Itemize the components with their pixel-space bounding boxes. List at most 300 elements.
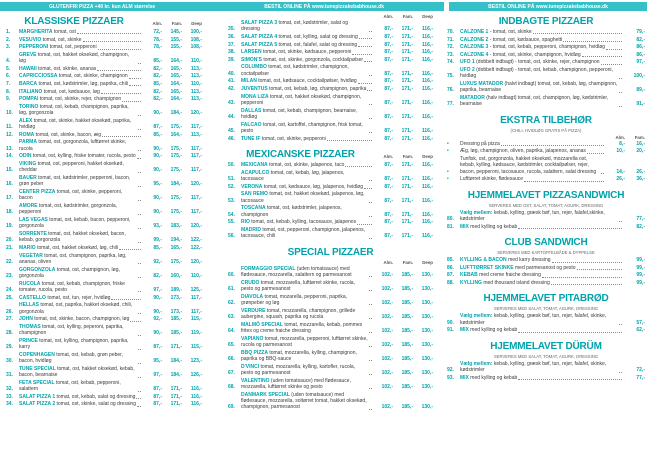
item-desc: tomat, ost, kødsauce, cocktailpølser, hvidløg: [258, 78, 357, 85]
item-name: MIX: [460, 374, 469, 381]
dots-leader: [137, 406, 141, 407]
menu-item: [6, 44, 202, 50]
dots-leader: [619, 78, 622, 79]
dots-leader: [138, 63, 141, 64]
item-price: 175,-: [170, 167, 182, 174]
item-desc: kebab, kylling, græsk bøf, tun, rejer, falafel,skinke, kødstrimler: [460, 209, 605, 223]
item-price: 87,-: [384, 26, 393, 33]
item-text: [460, 361, 618, 374]
item-desc: tomat, ost, kebab, champignon, paprika, løg, gorgonzola: [19, 103, 129, 117]
item-name: HELLAS: [19, 302, 39, 309]
section-header: [447, 293, 645, 304]
item-name: VEGETAR: [19, 252, 43, 259]
item-number: 17.: [6, 195, 13, 202]
item-text: [460, 67, 618, 80]
menu-item: [6, 217, 202, 230]
section-header: [447, 16, 645, 27]
menu-section: [447, 341, 645, 381]
dots-leader: [577, 269, 622, 270]
item-name: DANMARK SPECIAL: [241, 391, 290, 398]
item-text: [460, 52, 581, 58]
item-prices: [605, 141, 645, 147]
item-prices: [373, 328, 433, 334]
item-price: 171,-: [401, 113, 413, 120]
section-title: KLASSISKE PIZZAER: [24, 16, 124, 27]
item-desc: tomat, ost, falafel, salat og dressing: [278, 41, 358, 48]
item-price: 117,-: [190, 209, 202, 216]
item-desc: tomat, ost, kylling, peperoni, paprika, champignon: [19, 323, 124, 337]
item-prices: [142, 309, 202, 315]
menu-section: [6, 16, 202, 408]
menu-item: [6, 37, 202, 43]
item-prices: [373, 384, 433, 390]
menu-item: [228, 191, 433, 204]
item-desc: (dobbelt indbagt) - tomat, ost, kebab, champignon, pepperoni, hvidløg: [460, 66, 613, 80]
item-text: [460, 280, 550, 286]
item-number: 33.: [6, 393, 13, 400]
item-price: 171,-: [401, 99, 413, 106]
item-price: 185,-: [401, 313, 413, 320]
item-name: SORRENTE: [19, 230, 47, 237]
item-number: 44.: [228, 113, 235, 120]
item-desc: tomat, ost, kebab, kylling, tacosauce, jalapenos: [251, 219, 357, 226]
item-prices: [142, 316, 202, 322]
item-price: 82,-: [153, 272, 162, 279]
item-number: •: [447, 148, 449, 155]
item-prices: [142, 110, 202, 116]
item-desc: - tomat, ost, kebab, pepperoni, champignon, hvidløg: [489, 44, 606, 51]
item-price: 8,-: [619, 140, 625, 147]
section-header: [228, 149, 433, 160]
dots-leader: [138, 377, 141, 378]
item-text: [460, 272, 541, 278]
item-price: 87,-: [384, 219, 393, 226]
item-price: 117,-: [190, 124, 202, 131]
item-prices: [623, 37, 645, 43]
item-price: 171,-: [401, 135, 413, 142]
item-desc: - tomat, ost, skinke: [489, 29, 532, 35]
item-prices: [373, 86, 433, 92]
item-price: 108,-: [190, 36, 202, 43]
menu-item: [447, 280, 645, 286]
item-price: 26,-: [616, 176, 625, 183]
item-price: 171,-: [401, 70, 413, 77]
item-price: 171,-: [170, 344, 182, 351]
item-name: Vælg mellem:: [460, 209, 493, 216]
item-name: GORGONZOLA: [19, 266, 56, 273]
item-name: SALAT PIZZA 4: [241, 34, 278, 40]
item-price: 185,-: [401, 327, 413, 334]
item-number: 3.: [6, 44, 11, 51]
item-price: 86,-: [636, 51, 645, 58]
item-price: 171,-: [401, 41, 413, 48]
dots-leader: [533, 33, 622, 34]
item-price: 115,-: [190, 316, 202, 323]
item-price: 116,-: [421, 135, 433, 142]
item-text: [241, 122, 368, 135]
item-text: [460, 375, 517, 381]
menu-item: [6, 66, 202, 72]
item-name: CENTER PIZZA: [19, 188, 56, 195]
item-desc: tomat, mozzarella, kylling, kartofler, rucola, pesto og parmesanost: [241, 363, 356, 376]
item-text: [19, 153, 136, 159]
menu-item: [228, 294, 433, 307]
item-price: 116,-: [421, 85, 433, 92]
item-price: 116,-: [421, 211, 433, 218]
item-name: MADRID: [241, 226, 261, 233]
dots-leader: [138, 228, 141, 229]
menu-item: [228, 20, 433, 33]
item-name: SALAT PIZZA 5: [241, 41, 278, 48]
item-price: 92,-: [153, 316, 162, 323]
item-desc: tomat, ost, hakket oksekød, champignon, pepperoni: [241, 93, 362, 106]
menu-item: [6, 245, 202, 251]
item-price: 90,-: [153, 153, 162, 160]
item-text: [241, 350, 368, 363]
item-number: 92.: [447, 367, 454, 374]
item-prices: [142, 245, 202, 251]
item-price: 90,-: [153, 110, 162, 117]
item-number: 85.: [447, 257, 454, 264]
item-price: 87,-: [384, 78, 393, 85]
item-price: 164,-: [170, 58, 182, 65]
item-price: 90,-: [153, 308, 162, 315]
item-prices: [142, 89, 202, 95]
dots-leader: [101, 93, 141, 94]
item-number: 93.: [447, 374, 454, 381]
item-price: 116,-: [421, 161, 433, 168]
menu-item: [6, 338, 202, 351]
menu-item: [228, 308, 433, 321]
item-prices: [623, 375, 645, 381]
dots-leader: [369, 180, 372, 181]
item-name: DIAVOLA: [241, 293, 264, 300]
menu-item: [447, 148, 645, 154]
item-text: [460, 210, 618, 223]
item-price: 87,-: [384, 197, 393, 204]
item-price: 116,-: [421, 197, 433, 204]
item-desc: tomat, ost, hakket oksekød, bacon, kebab, gorgonzola: [19, 230, 126, 244]
item-prices: [605, 176, 645, 182]
menu-item: [447, 52, 645, 58]
item-prices: [373, 78, 433, 84]
dots-leader: [518, 379, 622, 380]
item-text: [19, 231, 137, 244]
item-name: HAWAII: [19, 65, 37, 72]
menu-item: [447, 44, 645, 50]
item-price: 102,-: [381, 327, 393, 334]
item-price: 100,-: [633, 73, 645, 80]
item-price: 87,-: [384, 41, 393, 48]
item-name: UFO 2: [460, 66, 475, 73]
dots-leader: [369, 346, 372, 347]
item-prices: [623, 320, 645, 326]
price-col-label: Alm.: [152, 21, 162, 26]
dots-leader: [552, 262, 622, 263]
item-price: 171,-: [401, 161, 413, 168]
item-price: 130,-: [421, 271, 433, 278]
item-price: 171,-: [401, 197, 413, 204]
item-text: [19, 253, 137, 266]
section-title: MEXICANSKE PIZZAER: [246, 148, 355, 160]
menu-item: [228, 322, 433, 335]
menu-item: [228, 64, 433, 77]
item-price: 116,-: [421, 34, 433, 40]
menu-item: [228, 205, 433, 218]
item-prices: [373, 356, 433, 362]
item-prices: [623, 73, 645, 79]
menu-item: [447, 265, 645, 271]
item-price: 91,-: [636, 101, 645, 108]
price-col-label: Alm.: [383, 259, 393, 265]
item-text: [19, 52, 137, 65]
item-desc: tomat, mozzarella, pepperoni, lufttørret skinke, rucola og parmesanost: [241, 335, 368, 348]
item-text: [241, 78, 357, 84]
menu-item: [447, 313, 645, 326]
item-name: JOHN: [19, 316, 33, 323]
item-name: ROMA: [19, 131, 35, 138]
menu-section: [447, 190, 645, 230]
item-price: 87,-: [153, 393, 162, 400]
item-number: 37.: [228, 41, 235, 48]
item-number: 34.: [6, 401, 13, 408]
item-desc: tomat, ost, skinke, pepperoni, bacon: [19, 188, 123, 202]
item-prices: [373, 272, 433, 278]
item-number: 8.: [6, 88, 11, 95]
item-price: 95,-: [153, 358, 162, 365]
menu-item: [228, 336, 433, 349]
item-desc: tomat, mozzarella, kylling, champignon, paprika og BBQ-sauce: [241, 349, 357, 362]
dots-leader: [619, 106, 622, 107]
item-text: [460, 265, 576, 271]
item-price: 85,-: [153, 80, 162, 87]
menu-section: [447, 16, 645, 108]
item-prices: [373, 342, 433, 348]
item-number: 90.: [447, 319, 454, 326]
dots-leader: [138, 263, 141, 264]
item-price: 93,-: [153, 223, 162, 230]
dots-leader: [369, 332, 372, 333]
item-price: 155,-: [170, 44, 182, 51]
item-price: 72,-: [636, 367, 645, 374]
item-prices: [142, 295, 202, 301]
dots-leader: [119, 249, 141, 250]
item-text: [19, 394, 135, 400]
dots-leader: [138, 291, 141, 292]
item-text: [241, 322, 368, 335]
item-price: 113,-: [190, 96, 202, 103]
item-number: 72.: [447, 44, 454, 51]
menu-item: [228, 78, 433, 84]
item-text: [241, 64, 368, 77]
item-prices: [605, 148, 645, 154]
item-number: 39.: [228, 56, 235, 63]
menu-item: [6, 89, 202, 95]
dots-leader: [129, 78, 141, 79]
item-price: 194,-: [170, 237, 182, 244]
dots-leader: [369, 409, 372, 410]
item-text: [19, 245, 118, 251]
item-price: 90,-: [153, 167, 162, 174]
dots-leader: [369, 318, 372, 319]
item-name: PARMA: [19, 139, 37, 146]
item-number: 55.: [228, 219, 235, 226]
item-price: 165,-: [170, 65, 182, 72]
item-prices: [623, 272, 645, 278]
item-number: 67.: [228, 369, 235, 376]
item-price: 116,-: [421, 70, 433, 77]
item-text: [241, 266, 368, 279]
price-col-label: Deep: [422, 153, 433, 159]
item-name: BARCA: [19, 80, 38, 87]
menu-item: [228, 162, 433, 168]
item-desc: tomat, ost, kødstrimler, salat og dressing: [241, 20, 348, 33]
menu-item: [447, 141, 645, 147]
item-name: SAN REMO: [241, 191, 268, 198]
item-prices: [142, 259, 202, 265]
item-price: 26,-: [636, 168, 645, 175]
item-name: COLUMBO: [241, 64, 267, 71]
item-number: 35.: [228, 26, 235, 33]
item-prices: [142, 358, 202, 364]
item-name: TUNE IF: [241, 135, 261, 142]
item-number: 87.: [447, 272, 454, 279]
menu-item: [6, 253, 202, 266]
item-price: 77,-: [636, 374, 645, 381]
item-price: 116,-: [190, 393, 202, 400]
item-price: 90,-: [153, 209, 162, 216]
item-desc: tomat, ost, pepperoni, champignon, jalapenos, tacosauce, chili: [241, 226, 365, 240]
item-number: 1.: [6, 29, 11, 35]
menu-item: [228, 378, 433, 391]
item-desc: tomat, ost, skinke: [42, 36, 82, 43]
item-desc: tomat, mozarella, pepperoni, paprika, grønpeber og løg: [241, 293, 348, 306]
price-columns-header: [447, 135, 645, 140]
dots-leader: [138, 242, 141, 243]
item-price: 77,-: [636, 216, 645, 223]
item-name: LAS VEGAS: [19, 216, 48, 223]
price-columns-header: [228, 14, 433, 19]
menu-item: [228, 364, 433, 377]
menu-item: [6, 189, 202, 202]
item-number: 38.: [228, 49, 235, 56]
item-prices: [623, 52, 645, 58]
item-name: LUFTTØRRET SKINKE: [460, 264, 514, 271]
dots-leader: [97, 70, 141, 71]
dots-leader: [587, 153, 604, 154]
item-name: PEPPERONI: [19, 44, 49, 51]
item-text: [241, 170, 368, 183]
item-price: 87,-: [384, 70, 393, 77]
item-number: 46.: [228, 135, 235, 142]
item-prices: [373, 404, 433, 410]
item-name: TUNE SPECIAL: [19, 365, 56, 372]
item-number: 41.: [228, 78, 235, 85]
dots-leader: [369, 238, 372, 239]
item-price: 16,-: [636, 140, 645, 147]
item-prices: [142, 394, 202, 400]
item-prices: [623, 87, 645, 93]
item-price: 82,-: [153, 73, 162, 80]
dots-leader: [619, 324, 622, 325]
item-number: 4.: [6, 58, 11, 65]
item-name: COPENHAGEN: [19, 351, 55, 358]
item-price: 82,-: [636, 223, 645, 230]
item-name: VIKING: [19, 160, 37, 167]
dots-leader: [345, 166, 372, 167]
order-online-note-right: BESTIL ONLINE PÅ www.tunepizzakebabhouse.dk: [488, 3, 608, 10]
item-number: 51.: [228, 175, 235, 182]
item-desc: (dobbelt indbagt) - tomat, ost, skinke, rejer, champignon: [476, 59, 600, 66]
dots-leader: [369, 202, 372, 203]
menu-section: [228, 14, 433, 142]
item-name: UFO 1: [460, 59, 475, 66]
glutenfri-note: GLUTENFRI PIZZA +40 kr. kun ALM størrelse: [49, 3, 156, 10]
item-price: 165,-: [170, 244, 182, 251]
item-price: 185,-: [170, 330, 182, 337]
item-prices: [373, 26, 433, 32]
item-prices: [373, 286, 433, 292]
item-prices: [142, 372, 202, 378]
item-price: 90,-: [153, 330, 162, 337]
item-prices: [142, 66, 202, 72]
item-text: [241, 136, 326, 142]
item-price: 165,-: [170, 88, 182, 95]
item-desc: tomat, ost, skinke, rejer, champignon: [39, 96, 122, 103]
item-number: 77.: [447, 101, 454, 108]
item-price: 171,-: [401, 233, 413, 240]
item-prices: [142, 223, 202, 229]
item-prices: [623, 59, 645, 65]
item-desc: Tunfisk, ost, gorgonzola, hakket oksekød, mozzarella ost, kebab, kylling, kødsauce, kødstrimler, cocktailpølser, rejer, bacon, pepperoni, tacosauce, rucola, salattern, salat dressing: [460, 155, 597, 175]
item-prices: [623, 224, 645, 230]
dots-leader: [138, 200, 141, 201]
item-number: 81.: [447, 223, 454, 230]
section-header: [228, 247, 433, 258]
item-price: 120,-: [190, 258, 202, 265]
item-desc: tomat, ost, kebab, løg, champignon, paprika: [269, 85, 367, 92]
item-desc: tomat, ost, kebab, champignon, bearnaise, hvidløg: [241, 107, 358, 120]
price-col-label: Deep: [191, 21, 202, 26]
item-number: 19.: [6, 223, 13, 230]
item-text: [19, 203, 137, 216]
menu-item: [447, 156, 645, 175]
item-desc: med kylling og kebab: [470, 374, 518, 381]
item-prices: [142, 195, 202, 201]
item-price: 185,-: [401, 341, 413, 348]
item-desc: (halv indbagt) tomat, ost, champignon, løg, kødstrimler, bearnaise: [460, 94, 609, 108]
dots-leader: [138, 335, 141, 336]
item-price: 125,-: [190, 286, 202, 293]
item-price: 102,-: [381, 404, 393, 411]
item-name: Vælg mellem:: [460, 360, 493, 367]
item-name: MARGHERITA: [19, 29, 53, 35]
dots-leader: [619, 221, 622, 222]
item-number: 64.: [228, 327, 235, 334]
item-desc: tomat, ost, kødsauce, løg, jalapenos, hvidløg: [263, 183, 364, 190]
item-number: 71.: [447, 36, 454, 43]
menu-item: [6, 366, 202, 379]
menu-item: [228, 184, 433, 190]
item-text: [241, 20, 368, 33]
item-number: 22.: [6, 258, 13, 265]
item-number: 10.: [6, 110, 13, 117]
item-price: 171,-: [401, 49, 413, 56]
dots-leader: [524, 181, 604, 182]
price-columns-header: [373, 154, 433, 159]
dots-leader: [77, 33, 141, 34]
dots-leader: [369, 31, 372, 32]
